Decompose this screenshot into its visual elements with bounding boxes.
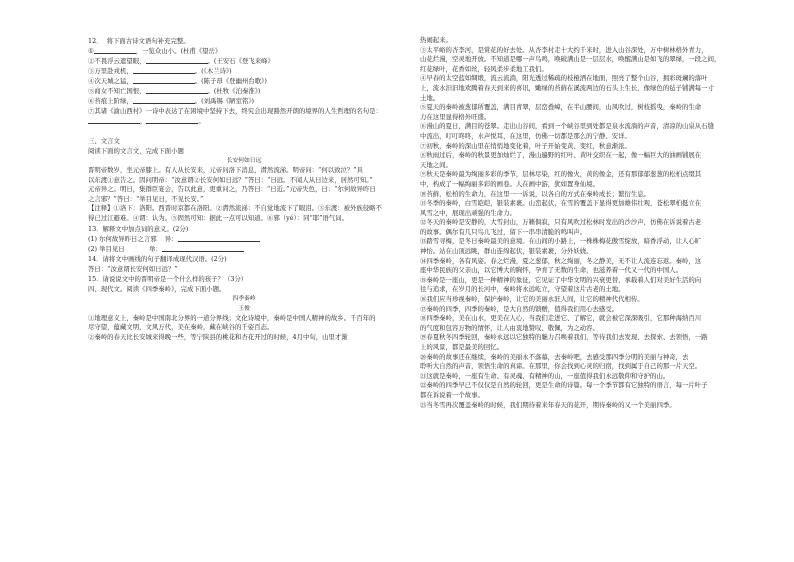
answer-blank[interactable] [88,116,140,124]
modern-text-line: 上，流水汩汩地欢腾着春天到来的喜讯，嫩绿的苔藓在溪流两边的石头上生长，像绿色的毡子铺满每一寸 [420,83,714,92]
modern-text-line: ㉓当冬雪再次覆盖秦岭的时候，我们期待着来年春天的花开，期待秦岭的又一个美丽四季。 [420,400,676,409]
modern-text-line: 热闹起来。 [420,36,452,44]
notes-line: 【注释】①洛下：洛阳。西晋时京都在洛阳。②潸然流涕：不自觉地流下了眼泪。③东渡：被外族侵略不 [88,204,382,213]
modern-text-line: 土地。 [420,93,440,102]
q12-stem: 12． 将下面古诗文语句补充完整。 [88,37,190,45]
modern-text-line: 中，构成了一幅绚丽多彩的画卷。人在画中游，犹如置身仙境。 [420,179,599,188]
modern-text-line: ④早春的太空蓝如绸缎，流云流淌，阳光透过稀疏的枝桠洒在地面，照亮了整个山谷，拥彩斑斓的落叶 [420,74,708,83]
q13-part-2: (2) 举目见日 举： [88,244,400,254]
modern-text-line: 神怡。站在山顶远眺，群山连绵起伏，银装素裹，分外妖娆。 [420,247,593,256]
q12-item-6: ⑥苔痕上阶绿， 。(刘禹锡《陋室铭》) [88,97,255,105]
modern-text-line: ⑯我们应当珍视秦岭，保护秦岭，让它的美丽永驻人间，让它的精神代代相传。 [420,295,644,304]
classical-text-line: 晋明帝数岁，坐元帝膝上。有人从长安来，元帝问洛下消息，潸然流涕。明帝问：“何以致泣？”具 [88,166,363,174]
modern-text-line: ①地理意义上，秦岭是中国南北分界的一道分界线；文化诗境中，秦岭是中国人精神的故乡。千百年的 [88,313,376,322]
left-column [88,36,400,342]
q12-item-7-answer: ， 。 [88,116,400,126]
q12-item-4: ④次天城之猛， 。(陈子昂《登幽州台歌》) [88,77,267,85]
q13-stem: 13．解释文中加点词的意义。(2分) [88,224,189,233]
modern-text-line: ⑬踏雪寻梅，是冬日秦岭最美的意境。在山间的小路上，一株株梅花傲雪绽放，暗香浮动，让人心旷 [420,237,702,246]
modern-text-line: 天地之间。 [420,160,452,169]
notes-line: 得已过江避难。④谓：认为。⑤固然可知：据此一点可以知道。⑥邪（yé）：同“耶”语气词。 [88,213,348,222]
q12-item-3: ③万里赴戎机， 。(《木兰诗》) [88,67,232,75]
answer-blank[interactable] [162,244,244,252]
q14-stem: 14．请将文中画线的句子翻译成现代汉语。(2分) [88,254,227,263]
modern-text-line: 红花绿叶，花香如丝，轻风柔步柔地工我们。 [420,64,548,73]
answer-blank[interactable] [133,76,195,84]
modern-text-line: ⑩苔藓，松柏的生命力，在这里一一诉说，以各自的方式在秦岭成长；繁衍生息。 [420,189,651,198]
q12-item-5: ⑤商女不知亡国恨， 。(杜牧《泊秦淮》) [88,87,261,95]
modern-text-line: 聆听大自然的声音，领悟生命的真谛。在那里，你会找到心灵的归宿，找到属于自己的那一片天空。 [420,362,702,371]
modern-text-line: 的气度和包容万物的情怀，让人由衷地赞叹、敬佩，为之动容。 [420,323,599,332]
modern-text-line: 都在诉说着一个故事。 [420,390,484,399]
classical-text-line: 以东渡①意告之。因问明帝：“汝意谓②长安何如日远？”答曰：“日远。不闻人从日边来，居然可知。” [88,175,373,184]
modern-text-continuation [420,36,742,410]
q12-item-2: ②不畏浮云遮望眼， 。(王安石《登飞来峰》 [88,57,274,65]
modern-text-author: 王俊 [238,305,250,312]
modern-text-line: ㉒秦岭的四季早已不仅仅是自然的轮回，更是生命的诗篇。每一个季节都有它独特的语言，每一片叶子 [420,381,708,390]
q12-item-7: ⑦其诸《渝山西村》一诗中表达了在困境中坚持下去，终究会出现豁然开朗的境界的人生哲理的名句是： [88,107,382,115]
modern-text-line: ⑰秦岭的四季，四季的秦岭，是大自然的馈赠，值得我们用心去感受。 [420,304,619,313]
classical-text-line: 之言邪？”答曰：“举目见日，不见长安。” [88,194,204,203]
modern-text-line: ⑭四季秦岭，各有风姿。春之烂漫，夏之葱郁，秋之绚丽，冬之静美，无不让人流连忘返。秦岭，这 [420,256,702,265]
modern-text-line: 的故事。偶尔有几只鸟儿飞过，留下一串串清脆的鸣叫声。 [420,227,587,236]
modern-text-line: 力在这里显得格外旺盛。 [420,112,491,121]
modern-text-line: ⑪冬季的秦岭，白雪皑皑，银装素裹。山峦起伏，在雪的覆盖下显得更加雄伟壮观，苍松翠柏挺立在 [420,199,702,208]
answer-blank[interactable] [133,66,195,74]
section3-heading: 三、文言文 [88,137,120,145]
modern-text-line: 尽守望，蕴藏文明，文风万代，美在秦岭，藏在峡谷的千姿百态。 [88,323,274,332]
modern-text-line: ⑲春夏秋冬四季轮回，秦岭永远以它独特的魅力召唤着我们，等待我们去发现、去探索、去领悟，一路 [420,333,708,342]
answer-blank[interactable] [146,56,208,64]
modern-text-line: 山花烂漫，空灵地开放。不知道是哪一声鸟鸣，唤破满山是一层层水，唤醒满山是如飞的翠绿，一段之间， [420,55,721,64]
answer-blank[interactable] [133,96,195,104]
modern-text-title: 四季秦岭 [232,295,256,302]
modern-text-line: 风雪之中，展现出顽强的生命力。 [420,208,516,217]
modern-text-line: ㉑这就是秦岭，一座有生命、有灵魂、有精神的山，一座值得我们永远敬仰和守护的山。 [420,371,670,380]
modern-text-line: 上的风景，都是最美的回忆。 [420,343,504,351]
modern-text-line: ⑦初秋，秦岭的深山里在悄悄地变化着，叶子开始变黄、变红，秋意渐浓。 [420,141,631,150]
section4-heading: 四、现代文。阅读《四季秦岭》，完成下面小题。 [88,284,226,293]
section3-prompt: 阅读下面的文言文，完成下面小题 [88,147,184,155]
modern-text-line: ②秦岭的春天比长安城来得晚一些，等宁陕县的桃花和杏花开过的时候，4月中旬，山里才渐 [88,332,348,341]
q14-quote: 答曰：“汝意谓长安何如日远？” [88,264,178,273]
classical-text-title: 长安何如日远 [226,158,262,164]
modern-text-line: 座中华民族的父亲山，以它博大的胸怀，孕育了无数的生命，也滋养着一代又一代的中国人。 [420,266,683,275]
modern-text-line: ⑥漫山的夏日，满目的苍翠。走出山谷间，看到一个峡谷里到处都是泉水流淌的声音，清凉的山泉从石缝 [420,122,714,131]
q12-item-1: ① ，一览众山小。(杜甫《望岳》 [88,47,222,55]
answer-blank[interactable] [178,234,260,242]
answer-blank[interactable] [146,86,208,94]
answer-blank[interactable] [94,46,136,54]
modern-text-line: ⑨秋天是秦岭最为绚丽多彩的季节，层林尽染，红的像火，黄的像金，还有那郁郁葱葱的松柏点缀其 [420,170,702,179]
modern-text-line: ⑳秦岭的故事还在继续，秦岭的美丽永不落幕，去秦岭吧，去感受那四季分明的美丽与神奇，去 [420,352,689,361]
classical-text-line: 元帝异之。明日，集群臣宴会，告以此意，更重问之，乃答曰：“日近。”元帝失色，曰：“尔何故异昨日 [88,185,376,194]
modern-text-line: ⑧秋雨过后，秦岭的秋景更加灿烂了，漫山遍野的红叶、黄叶交织在一起，像一幅巨大的油画铺展在 [420,151,702,160]
q13-part-1: (1) 尔何故异昨日之言邪 异： [88,234,400,244]
answer-blank[interactable] [146,116,198,124]
modern-text-line: ⑱四季秦岭，美在山水，更美在人心，当我们走进它、了解它，就会被它深深吸引，它那种海纳百川 [420,314,702,323]
q15-stem: 15．请说说文中的晋明帝是一个什么样的孩子？（3分） [88,274,248,283]
modern-text-line: ⑮秦岭是一座山，更是一种精神的象征，它见证了中华文明的兴衰更替，承载着人们对美好生活的向 [420,275,702,284]
modern-text-line: ⑫冬天的秦岭是安静的，大雪封山，万籁俱寂，只有风吹过松林时发出的沙沙声，仿佛在诉说着古老 [420,218,702,227]
modern-text-line: ③太平峪的杏李河，是赏花的好去处。从杏李村走十大约千米时，进入山谷深处，万中树林格外青力， [420,45,708,54]
right-column [420,36,742,410]
modern-text-line: 中流出，叮叮咚咚，水声悦耳，在这里，仿佛一切都是那么的宁静、安详。 [420,131,631,140]
modern-text-line: 往与追求，在岁月的长河中，秦岭将永远屹立，守望着这片古老的土地。 [420,285,625,294]
modern-text-line: ⑤夏天的秦岭被葱郁所覆盖，满目青翠，层峦叠嶂，在半山腰间，山风吹过，树枝摇曳，秦岭的生命 [420,103,702,112]
